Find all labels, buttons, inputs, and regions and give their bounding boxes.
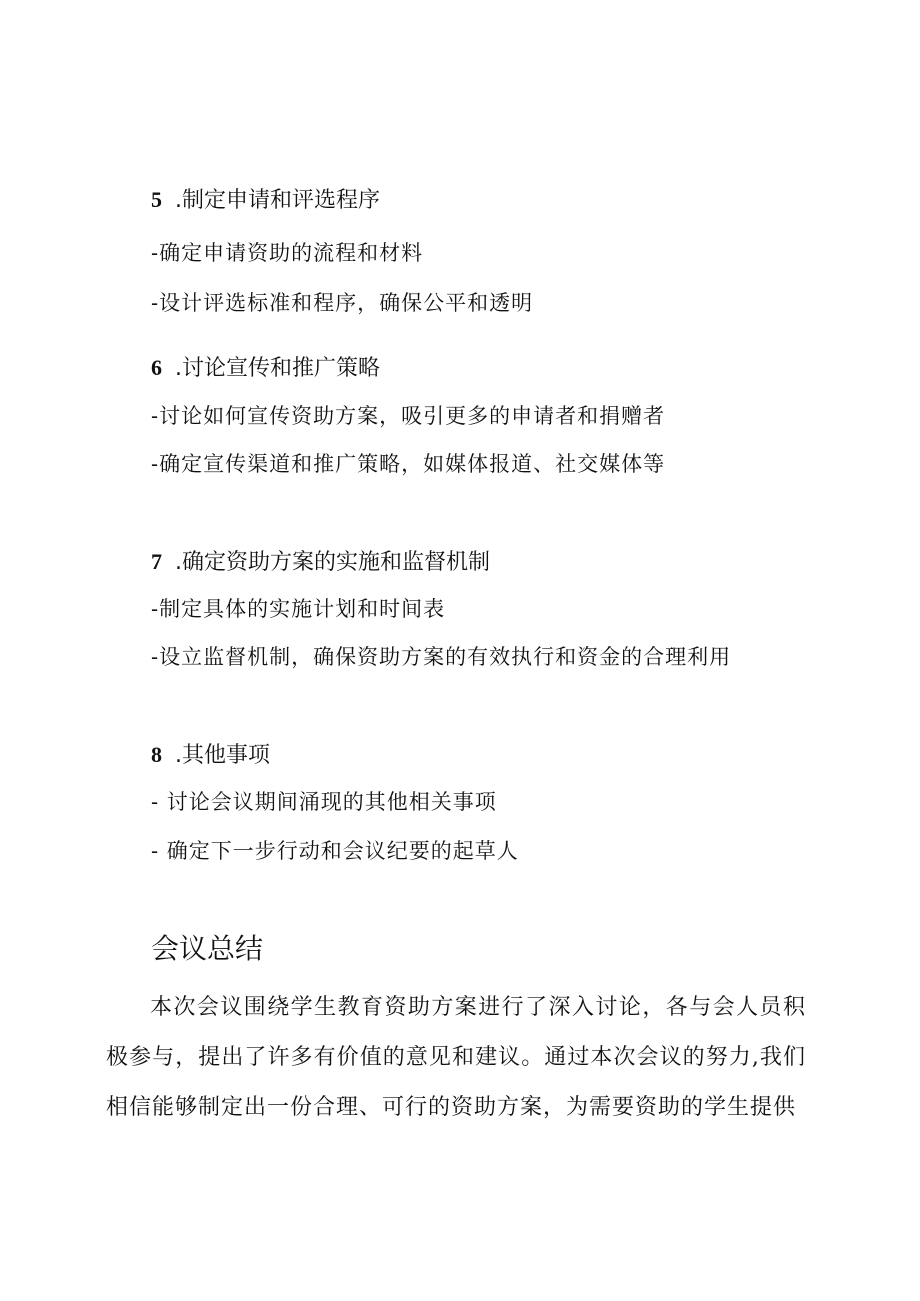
section-title: .确定资助方案的实施和监督机制: [175, 550, 490, 575]
list-item: - 讨论会议期间涌现的其他相关事项: [151, 790, 497, 814]
section-6-heading: [151, 353, 380, 384]
section-title: .讨论宣传和推广策略: [175, 356, 380, 381]
summary-paragraph: 本次会议围绕学生教育资助方案进行了深入讨论，各与会人员积极参与，提出了许多有价值的意见和建议。通过本次会议的努力,我们相信能够制定出一份合理、可行的资助方案，为需要资助的学生提供: [106, 995, 806, 1120]
section-title: .制定申请和评选程序: [175, 188, 380, 213]
list-item: -确定申请资助的流程和材料: [151, 241, 424, 265]
section-number: 7: [151, 549, 162, 574]
section-8-heading: [151, 740, 270, 771]
section-5-heading: [151, 185, 380, 216]
list-item: -讨论如何宣传资助方案，吸引更多的申请者和捐赠者: [151, 404, 666, 428]
section-number: 6: [151, 355, 162, 380]
section-number: 8: [151, 742, 162, 767]
list-item: -制定具体的实施计划和时间表: [151, 597, 446, 621]
list-item: -设立监督机制，确保资助方案的有效执行和资金的合理利用: [151, 645, 732, 669]
section-number: 5: [151, 187, 162, 212]
list-item: - 确定下一步行动和会议纪要的起草人: [151, 839, 519, 863]
list-item: -确定宣传渠道和推广策略，如媒体报道、社交媒体等: [151, 452, 666, 476]
section-title: .其他事项: [175, 743, 270, 768]
summary-title: 会议总结: [151, 932, 264, 965]
section-7-heading: [151, 547, 490, 578]
list-item: -设计评选标准和程序，确保公平和透明: [151, 291, 534, 315]
